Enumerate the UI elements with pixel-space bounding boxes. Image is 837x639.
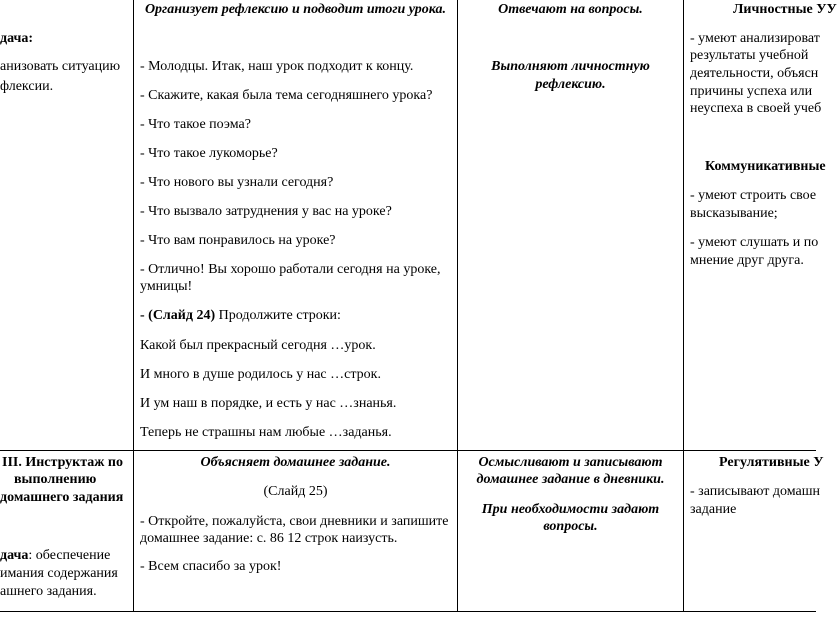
communicative-uud-line: мнение друг друга.	[690, 253, 804, 268]
student-note: вопросы.	[543, 519, 598, 534]
regulative-uud-line: задание	[690, 502, 737, 517]
slide-text: Продолжите строки:	[215, 308, 341, 323]
poem-line: Теперь не страшны нам любые …заданья.	[140, 425, 392, 440]
personal-uud-line: деятельности, объясн	[690, 66, 819, 81]
stage-title: III. Инструктаж по	[2, 455, 123, 470]
praise-line: умницы!	[140, 279, 193, 294]
column-divider	[683, 0, 684, 612]
student-activity-header: Отвечают на вопросы.	[498, 2, 643, 17]
task-label: дача	[0, 548, 29, 563]
personal-uud-line: - умеют анализироват	[690, 31, 820, 46]
slide-instruction	[140, 306, 341, 326]
reflection-text: рефлексию.	[535, 77, 606, 92]
teacher-line: - Что такое лукоморье?	[140, 146, 278, 161]
teacher-line: - Что вам понравилось на уроке?	[140, 233, 336, 248]
personal-uud-header: Личностные УУ	[733, 2, 837, 17]
slide-reference: (Слайд 25)	[263, 484, 328, 499]
communicative-uud-header: Коммуникативные	[705, 159, 826, 174]
regulative-uud-header: Регулятивные У	[719, 455, 824, 470]
poem-line: И много в душе родилось у нас …строк.	[140, 367, 381, 382]
reflection-text: Выполняют личностную	[491, 59, 650, 74]
personal-uud-line: неуспеха в своей учеб	[690, 101, 822, 116]
thanks-line: - Всем спасибо за урок!	[140, 559, 282, 574]
task-text-line: флексии.	[0, 79, 54, 94]
task-text-line: анизовать ситуацию	[0, 59, 121, 74]
stage-title: домашнего задания	[0, 490, 124, 505]
poem-line: Какой был прекрасный сегодня …урок.	[140, 338, 376, 353]
stage-title: выполнению	[14, 472, 97, 487]
teacher-activity-header: Организует рефлексию и подводит итоги урока.	[144, 2, 447, 17]
personal-uud-line: результаты учебной	[690, 48, 809, 63]
teacher-line: - Что вызвало затруднения у вас на уроке?	[140, 204, 392, 219]
homework-line: - Откройте, пожалуйста, свои дневники и запишите	[140, 514, 449, 529]
communicative-uud-line: - умеют слушать и по	[690, 235, 819, 250]
task-line	[0, 546, 110, 566]
slide-label: - (Слайд 24)	[140, 308, 216, 323]
teacher-activity-header: Объясняет домашнее задание.	[200, 455, 391, 470]
task-label: дача:	[0, 31, 34, 46]
regulative-uud-line: - записывают домашн	[690, 484, 820, 499]
row-divider	[0, 611, 816, 612]
student-activity-header: домашнее задание в дневники.	[476, 472, 665, 487]
task-text-line: ашнего задания.	[0, 584, 97, 599]
communicative-uud-line: высказывание;	[690, 206, 778, 221]
task-text: : обеспечение	[28, 548, 111, 563]
student-note: При необходимости задают	[481, 502, 660, 517]
personal-uud-line: причины успеха или	[690, 84, 813, 99]
column-divider	[133, 0, 134, 612]
teacher-line: - Скажите, какая была тема сегодняшнего урока?	[140, 88, 433, 103]
task-text-line: имания содержания	[0, 566, 118, 581]
student-activity-header: Осмысливают и записывают	[478, 455, 663, 470]
communicative-uud-line: - умеют строить свое	[690, 188, 817, 203]
row-divider	[0, 450, 816, 451]
homework-line: домашнее задание: с. 86 12 строк наизусть.	[140, 531, 398, 546]
teacher-line: - Что такое поэма?	[140, 117, 251, 132]
teacher-line: - Молодцы. Итак, наш урок подходит к концу.	[140, 59, 414, 74]
praise-line: - Отлично! Вы хорошо работали сегодня на уроке,	[140, 262, 441, 277]
poem-line: И ум наш в порядке, и есть у нас …знанья.	[140, 396, 397, 411]
teacher-line: - Что нового вы узнали сегодня?	[140, 175, 334, 190]
